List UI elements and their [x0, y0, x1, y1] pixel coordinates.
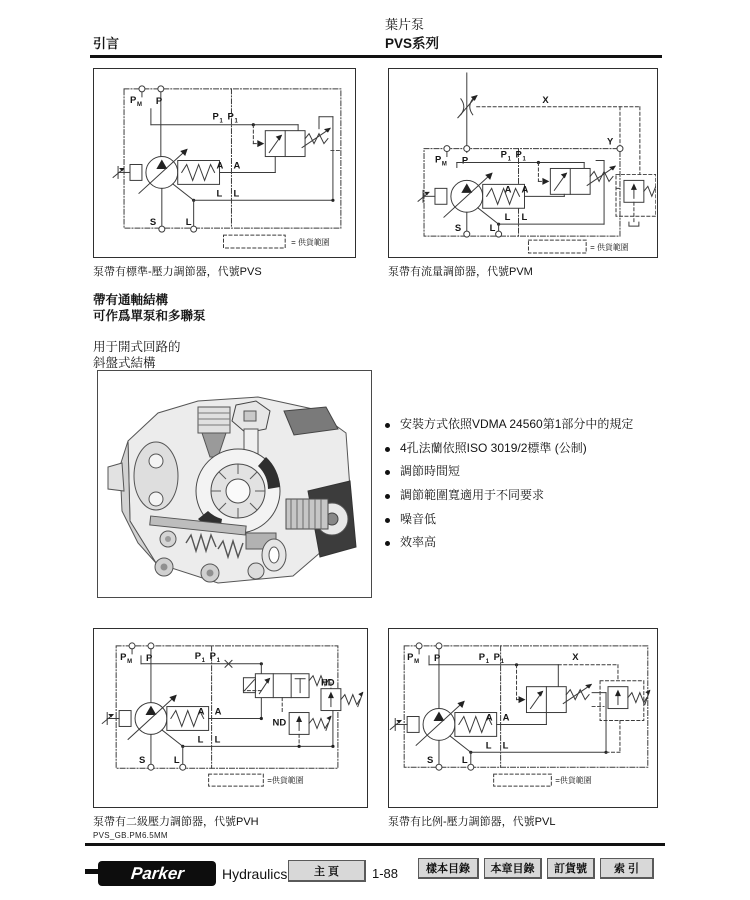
- port-label-pm: P: [120, 651, 127, 663]
- caption-pvm: 泵帶有流量調節器，代號PVM: [388, 266, 533, 278]
- intro-bold-line1: 帶有通軸結構: [93, 293, 169, 307]
- port-label-a2: A: [502, 712, 510, 724]
- port-label-l2: L: [521, 212, 528, 224]
- port-label-a: A: [485, 712, 493, 724]
- feature-text: 調節時間短: [400, 464, 461, 479]
- pvm-circuit-diagram: [389, 69, 656, 256]
- figure-pvh: [93, 628, 368, 808]
- product-line-title: 葉片泵: [385, 17, 425, 32]
- legend-box: [209, 774, 264, 786]
- two-stage-valve-symbol: [243, 674, 328, 698]
- port-label-p1b-sub: 1: [216, 657, 220, 664]
- pump-symbol: [390, 701, 496, 754]
- caption-pvh: 泵帶有二級壓力調節器，代號PVH: [93, 816, 259, 828]
- pump-cutaway-illustration: [98, 371, 371, 597]
- port-label-s: S: [454, 223, 462, 235]
- relief-valve-symbol: [624, 180, 656, 202]
- port-label-l-drain: L: [185, 217, 192, 229]
- series-title: PVS系列: [385, 36, 440, 51]
- caption-pvs: 泵帶有標準-壓力調節器，代號PVS: [93, 266, 262, 278]
- flow-control-valve-symbol: [542, 165, 616, 194]
- port-label-pm-sub: M: [136, 101, 142, 108]
- parker-logo-text: Parker: [129, 863, 185, 883]
- caption-pvl: 泵帶有比例-壓力調節器，代號PVL: [388, 816, 556, 828]
- port-label-p1: P: [212, 111, 219, 123]
- catalog-contents-button[interactable]: 樣本目錄: [418, 858, 479, 879]
- home-button[interactable]: 主 頁: [288, 860, 366, 882]
- parker-logo: [98, 861, 216, 886]
- document-code: PVS_GB.PM6.5MM: [93, 831, 168, 840]
- port-label-p1b-sub: 1: [500, 658, 504, 665]
- port-label-x: X: [542, 94, 549, 106]
- intro-line2: 斜盤式結構: [93, 356, 156, 370]
- port-label-l-drain: L: [173, 755, 180, 767]
- port-label-p: P: [155, 95, 163, 107]
- port-label-a2: A: [214, 706, 222, 718]
- intro-line1: 用于開式回路的: [93, 340, 181, 354]
- port-label-pm-sub: M: [127, 658, 133, 665]
- nd-label: ND: [272, 717, 287, 729]
- feature-item: [385, 536, 660, 549]
- bullet-icon: [385, 541, 390, 546]
- figure-pvl: [388, 628, 658, 808]
- figure-pvs: [93, 68, 356, 258]
- page-number: 1-88: [372, 866, 399, 881]
- hd-relief-valve-symbol: [321, 689, 363, 711]
- order-number-button[interactable]: 訂貨號: [547, 858, 595, 879]
- feature-text: 安裝方式依照VDMA 24560第1部分中的規定: [400, 417, 634, 431]
- port-label-a: A: [197, 706, 205, 718]
- port-label-l: L: [504, 212, 511, 224]
- port-label-l-drain: L: [461, 755, 468, 767]
- legend-box: [224, 235, 286, 248]
- port-label-a: A: [216, 160, 224, 172]
- port-label-s: S: [139, 755, 146, 767]
- page-title: 引言: [93, 36, 120, 51]
- port-label-s: S: [149, 217, 157, 229]
- port-label-p1-sub: 1: [219, 118, 223, 125]
- throttle-symbol: [458, 95, 478, 118]
- port-label-p1: P: [194, 650, 201, 662]
- feature-text: 噪音低: [400, 511, 437, 526]
- bullet-icon: [385, 494, 390, 499]
- brand-suffix: Hydraulics: [222, 866, 288, 882]
- legend-label: = 供貨範圍: [590, 243, 629, 253]
- port-label-s: S: [427, 755, 434, 767]
- pump-illustration-box: [97, 370, 372, 598]
- feature-item: [385, 418, 660, 431]
- feature-text: 調節範圍寬適用于不同要求: [400, 488, 545, 503]
- port-label-p1b: P: [227, 111, 234, 123]
- pvh-circuit-diagram: [94, 629, 366, 806]
- port-label-pm: P: [434, 154, 442, 166]
- port-label-p1-sub: 1: [485, 658, 490, 665]
- pump-symbol: [102, 695, 208, 748]
- figure-pvm: [388, 68, 658, 258]
- port-label-l2: L: [233, 188, 240, 200]
- port-label-l: L: [197, 734, 204, 746]
- header-rule: [90, 55, 662, 58]
- port-label-p1: P: [500, 149, 507, 161]
- port-label-p: P: [461, 155, 469, 167]
- port-label-p1b: P: [493, 651, 500, 663]
- intro-bold-line2: 可作爲單泵和多聯泵: [93, 309, 206, 323]
- feature-list: [385, 418, 660, 560]
- chapter-contents-button[interactable]: 本章目錄: [484, 858, 542, 879]
- nd-relief-valve-symbol: [289, 713, 331, 735]
- port-label-p1b-sub: 1: [522, 156, 526, 163]
- legend-label: =供貨範圍: [555, 776, 592, 786]
- legend-box: [528, 240, 586, 253]
- port-label-pm: P: [407, 651, 414, 663]
- pvs-circuit-diagram: [94, 69, 354, 256]
- port-label-l: L: [216, 188, 223, 200]
- port-label-p: P: [434, 652, 441, 664]
- port-label-p1-sub: 1: [507, 156, 511, 163]
- legend-box: [494, 774, 552, 786]
- bullet-icon: [385, 447, 390, 452]
- port-label-pm-sub: M: [414, 658, 420, 665]
- port-label-pm: P: [130, 94, 137, 106]
- port-label-p1-sub: 1: [201, 657, 205, 664]
- index-button[interactable]: 索 引: [600, 858, 654, 879]
- port-label-l2: L: [214, 734, 221, 746]
- feature-item: [385, 442, 660, 455]
- port-label-l: L: [485, 740, 492, 752]
- port-label-l2: L: [502, 740, 509, 752]
- compensator-valve-symbol: [257, 128, 331, 157]
- port-label-p1b: P: [209, 650, 216, 662]
- port-label-p1b-sub: 1: [234, 118, 238, 125]
- port-label-a2: A: [233, 160, 241, 172]
- feature-text: 4孔法蘭依照ISO 3019/2標準 (公制): [400, 440, 587, 455]
- port-label-a: A: [504, 184, 512, 196]
- legend-label: =供貨範圍: [267, 776, 304, 786]
- port-label-pm-sub: M: [441, 161, 447, 168]
- pump-symbol: [113, 149, 219, 202]
- port-label-l-drain: L: [489, 223, 496, 235]
- bullet-icon: [385, 470, 390, 475]
- pvl-circuit-diagram: [389, 629, 656, 806]
- hd-label: HD: [320, 677, 335, 689]
- port-label-p1: P: [478, 651, 486, 663]
- port-label-x: X: [572, 651, 579, 663]
- footer-rule: [85, 843, 665, 846]
- legend-label: = 供貨範圍: [291, 238, 330, 248]
- port-label-y: Y: [607, 136, 614, 148]
- port-label-p: P: [145, 652, 153, 664]
- bullet-icon: [385, 518, 390, 523]
- feature-item: [385, 489, 660, 502]
- proportional-valve-symbol: [519, 684, 593, 713]
- feature-text: 效率高: [400, 535, 437, 550]
- port-label-a2: A: [521, 184, 529, 196]
- feature-item: [385, 465, 660, 478]
- feature-item: [385, 513, 660, 526]
- port-label-p1b: P: [515, 149, 522, 161]
- bullet-icon: [385, 423, 390, 428]
